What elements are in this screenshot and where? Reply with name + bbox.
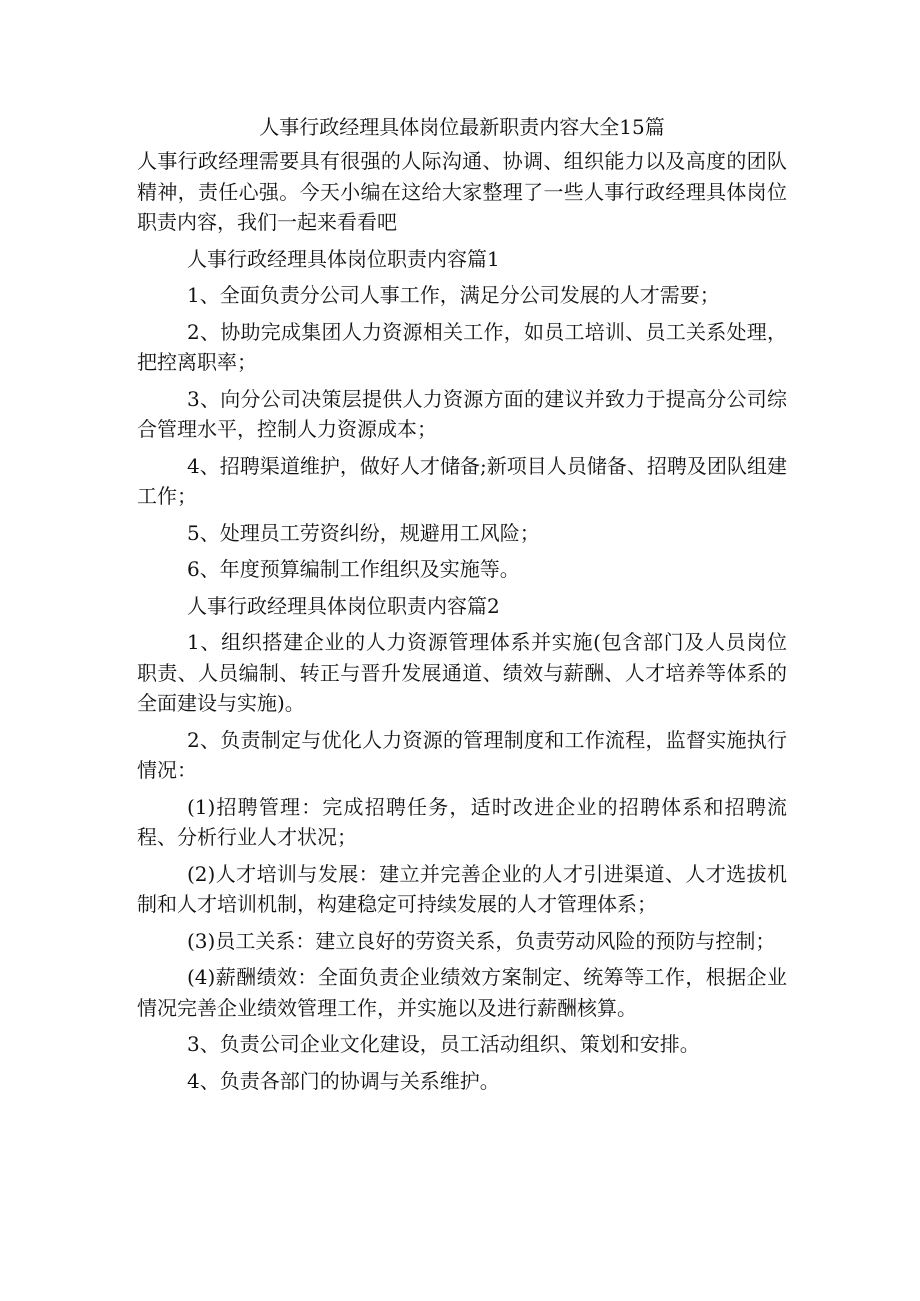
intro-paragraph: 人事行政经理需要具有很强的人际沟通、协调、组织能力以及高度的团队精神，责任心强。今天小编在这给大家整理了一些人事行政经理具体岗位职责内容，我们一起来看看吧 [137,149,787,234]
list-item: (3)员工关系：建立良好的劳资关系，负责劳动风险的预防与控制； [187,928,776,953]
document-title: 人事行政经理具体岗位最新职责内容大全15篇 [259,115,665,139]
list-item: 5、处理员工劳资纠纷，规避用工风险； [187,520,540,545]
list-item: 2、协助完成集团人力资源相关工作，如员工培训、员工关系处理，把控离职率； [137,319,787,374]
list-item: 1、组织搭建企业的人力资源管理体系并实施(包含部门及人员岗位职责、人员编制、转正与晋升发展通道、绩效与薪酬、人才培养等体系的全面建设与实施)。 [137,630,787,715]
list-item: (4)薪酬绩效：全面负责企业绩效方案制定、统筹等工作，根据企业情况完善企业绩效管理工作，并实施以及进行薪酬核算。 [137,965,787,1020]
document-page [137,112,787,1102]
list-item: (1)招聘管理：完成招聘任务，适时改进企业的招聘体系和招聘流程、分析行业人才状况； [137,794,787,849]
section-heading-2: 人事行政经理具体岗位职责内容篇2 [187,593,500,618]
list-item: 3、负责公司企业文化建设，员工活动组织、策划和安排。 [187,1032,700,1056]
list-item: 4、招聘渠道维护，做好人才储备;新项目人员储备、招聘及团队组建工作； [137,453,787,508]
list-item: 4、负责各部门的协调与关系维护。 [187,1068,500,1093]
list-item: (2)人才培训与发展：建立并完善企业的人才引进渠道、人才选拔机制和人才培训机制，构建稳定可持续发展的人才管理体系； [137,861,787,916]
list-item: 6、年度预算编制工作组织及实施等。 [187,557,520,581]
list-item: 2、负责制定与优化人力资源的管理制度和工作流程，监督实施执行情况： [137,727,787,782]
list-item: 3、向分公司决策层提供人力资源方面的建议并致力于提高分公司综合管理水平，控制人力资源成本； [137,386,787,441]
section-heading-1: 人事行政经理具体岗位职责内容篇1 [187,246,500,271]
list-item: 1、全面负责分公司人事工作，满足分公司发展的人才需要； [187,283,720,307]
